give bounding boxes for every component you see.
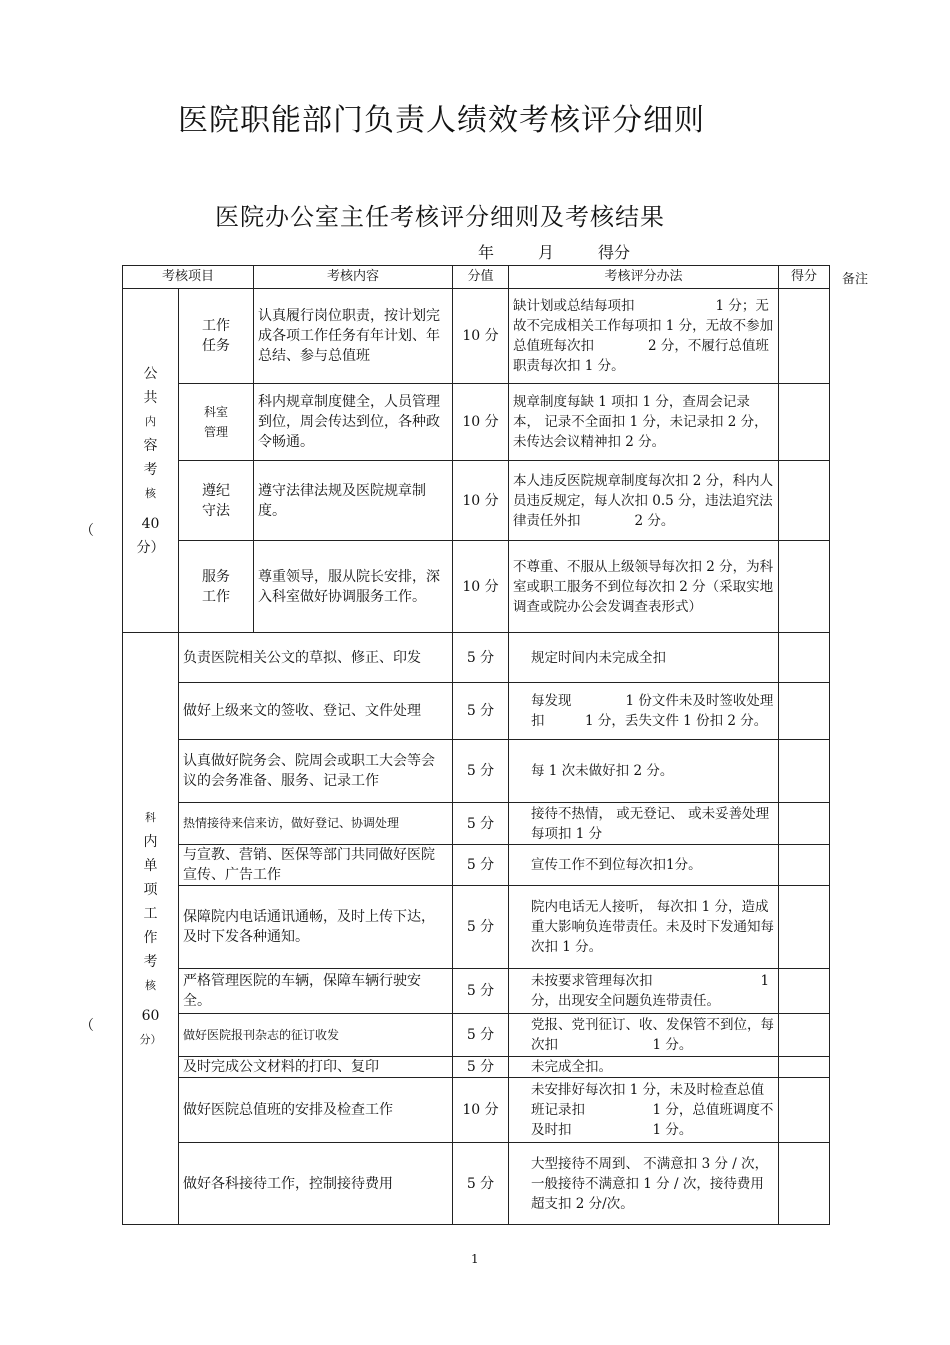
table-row bbox=[123, 969, 830, 1014]
method-cell: 未安排好每次扣 1 分，未及时检查总值班记录扣 1 分，总值班调度不及时扣 1 分。 bbox=[509, 1078, 779, 1143]
method-cell: 未完成全扣。 bbox=[509, 1057, 779, 1078]
public-total-paren: （ bbox=[80, 523, 94, 539]
table-row bbox=[123, 461, 830, 541]
score-cell bbox=[779, 1014, 830, 1057]
score-cell bbox=[779, 633, 830, 683]
document-title: 医院职能部门负责人绩效考核评分细则 bbox=[178, 103, 705, 138]
points-cell: 10 分 bbox=[453, 384, 509, 461]
table-row bbox=[123, 1143, 830, 1225]
points-cell: 10 分 bbox=[453, 461, 509, 541]
score-label: 得分 bbox=[598, 243, 631, 262]
content-cell: 严格管理医院的车辆，保障车辆行驶安全。 bbox=[179, 969, 453, 1014]
dept-total-paren: （ bbox=[80, 1018, 94, 1034]
score-cell bbox=[779, 845, 830, 886]
header-method: 考核评分办法 bbox=[509, 266, 779, 289]
content-cell: 保障院内电话通讯通畅，及时上传下达，及时下发各种通知。 bbox=[179, 886, 453, 969]
method-cell: 未按要求管理每次扣 1 分，出现安全问题负连带责任。 bbox=[509, 969, 779, 1014]
method-cell: 接待不热情， 或无登记、 或未妥善处理每项扣 1 分 bbox=[509, 803, 779, 845]
score-cell bbox=[779, 886, 830, 969]
table-row bbox=[123, 886, 830, 969]
content-cell: 热情接待来信来访，做好登记、协调处理 bbox=[179, 803, 453, 845]
month-label: 月 bbox=[538, 243, 555, 262]
score-cell bbox=[779, 541, 830, 633]
points-cell: 5 分 bbox=[453, 845, 509, 886]
remark-header: 备注 bbox=[842, 272, 869, 287]
header-item: 考核项目 bbox=[123, 266, 254, 289]
content-cell: 负责医院相关公文的草拟、修正、印发 bbox=[179, 633, 453, 683]
year-label: 年 bbox=[478, 243, 495, 262]
points-cell: 5 分 bbox=[453, 633, 509, 683]
content-cell: 做好医院总值班的安排及检查工作 bbox=[179, 1078, 453, 1143]
points-cell: 5 分 bbox=[453, 740, 509, 803]
page-number: 1 bbox=[471, 1252, 479, 1266]
table-row bbox=[123, 1057, 830, 1078]
method-cell: 党报、党刊征订、收、发保管不到位，每次扣 1 分。 bbox=[509, 1014, 779, 1057]
header-content: 考核内容 bbox=[254, 266, 453, 289]
table-row bbox=[123, 803, 830, 845]
method-cell: 不尊重、不服从上级领导每次扣 2 分，为科室或职工服务不到位每次扣 2 分（采取实地调查或院办公会发调查表形式） bbox=[509, 541, 779, 633]
score-cell bbox=[779, 1057, 830, 1078]
points-cell: 5 分 bbox=[453, 1057, 509, 1078]
table-row bbox=[123, 1014, 830, 1057]
dept-section-label: 科 内 单 项 工 作 考 核 60 分） bbox=[123, 633, 179, 1225]
points-cell: 5 分 bbox=[453, 886, 509, 969]
table-row bbox=[123, 1078, 830, 1143]
score-cell bbox=[779, 289, 830, 384]
content-cell: 科内规章制度健全，人员管理到位，周会传达到位，各种政令畅通。 bbox=[254, 384, 453, 461]
method-cell: 院内电话无人接听， 每次扣 1 分，造成重大影响负连带责任。未及时下发通知每次扣 1 分。 bbox=[509, 886, 779, 969]
table-header-row bbox=[123, 266, 830, 289]
points-cell: 10 分 bbox=[453, 541, 509, 633]
method-cell: 本人违反医院规章制度每次扣 2 分，科内人员违反规定，每人次扣 0.5 分，违法追究法律责任外扣 2 分。 bbox=[509, 461, 779, 541]
table-row bbox=[123, 541, 830, 633]
content-cell: 认真做好院务会、院周会或职工大会等会议的会务准备、服务、记录工作 bbox=[179, 740, 453, 803]
category-cell: 科室 管理 bbox=[179, 384, 254, 461]
assessment-table bbox=[122, 265, 830, 1225]
dept-total: 60 bbox=[141, 1007, 160, 1024]
content-cell: 及时完成公文材料的打印、复印 bbox=[179, 1057, 453, 1078]
method-cell: 规定时间内未完成全扣 bbox=[509, 633, 779, 683]
public-total: 40 bbox=[141, 515, 160, 532]
points-cell: 5 分 bbox=[453, 683, 509, 740]
content-cell: 遵守法律法规及医院规章制度。 bbox=[254, 461, 453, 541]
score-cell bbox=[779, 384, 830, 461]
category-cell: 服务 工作 bbox=[179, 541, 254, 633]
content-cell: 做好医院报刊杂志的征订收发 bbox=[179, 1014, 453, 1057]
score-cell bbox=[779, 461, 830, 541]
method-cell: 每 1 次未做好扣 2 分。 bbox=[509, 740, 779, 803]
table-row bbox=[123, 683, 830, 740]
table-row bbox=[123, 289, 830, 384]
date-score-line bbox=[478, 240, 630, 263]
content-cell: 尊重领导，服从院长安排，深入科室做好协调服务工作。 bbox=[254, 541, 453, 633]
method-cell: 宣传工作不到位每次扣1分。 bbox=[509, 845, 779, 886]
table-row bbox=[123, 845, 830, 886]
content-cell: 做好各科接待工作，控制接待费用 bbox=[179, 1143, 453, 1225]
score-cell bbox=[779, 803, 830, 845]
score-cell bbox=[779, 1078, 830, 1143]
category-cell: 遵纪 守法 bbox=[179, 461, 254, 541]
method-cell: 每发现 1 份文件未及时签收处理扣 1 分，丢失文件 1 份扣 2 分。 bbox=[509, 683, 779, 740]
score-cell bbox=[779, 683, 830, 740]
points-cell: 5 分 bbox=[453, 1014, 509, 1057]
table-row bbox=[123, 384, 830, 461]
method-cell: 规章制度每缺 1 项扣 1 分，查周会记录本， 记录不全面扣 1 分，未记录扣 2 分，未传达会议精神扣 2 分。 bbox=[509, 384, 779, 461]
points-cell: 10 分 bbox=[453, 289, 509, 384]
public-section-label: 公 共 内 容 考 核 40 分） bbox=[123, 289, 179, 633]
table-row bbox=[123, 740, 830, 803]
points-cell: 5 分 bbox=[453, 1143, 509, 1225]
points-cell: 5 分 bbox=[453, 969, 509, 1014]
method-cell: 缺计划或总结每项扣 1 分；无故不完成相关工作每项扣 1 分，无故不参加总值班每次扣 2 分，不履行总值班职责每次扣 1 分。 bbox=[509, 289, 779, 384]
content-cell: 认真履行岗位职责，按计划完成各项工作任务有年计划、年总结、参与总值班 bbox=[254, 289, 453, 384]
method-cell: 大型接待不周到、 不满意扣 3 分 / 次，一般接待不满意扣 1 分 / 次，接待费用超支扣 2 分/次。 bbox=[509, 1143, 779, 1225]
points-cell: 10 分 bbox=[453, 1078, 509, 1143]
header-points: 分值 bbox=[453, 266, 509, 289]
header-score: 得分 bbox=[779, 266, 830, 289]
score-cell bbox=[779, 969, 830, 1014]
dept-total-unit: 分） bbox=[139, 1032, 162, 1046]
score-cell bbox=[779, 1143, 830, 1225]
table-title: 医院办公室主任考核评分细则及考核结果 bbox=[215, 203, 665, 231]
content-cell: 做好上级来文的签收、登记、文件处理 bbox=[179, 683, 453, 740]
content-cell: 与宣教、营销、医保等部门共同做好医院宣传、广告工作 bbox=[179, 845, 453, 886]
category-cell: 工作 任务 bbox=[179, 289, 254, 384]
points-cell: 5 分 bbox=[453, 803, 509, 845]
table-row bbox=[123, 633, 830, 683]
public-total-unit: 分） bbox=[136, 539, 165, 556]
score-cell bbox=[779, 740, 830, 803]
